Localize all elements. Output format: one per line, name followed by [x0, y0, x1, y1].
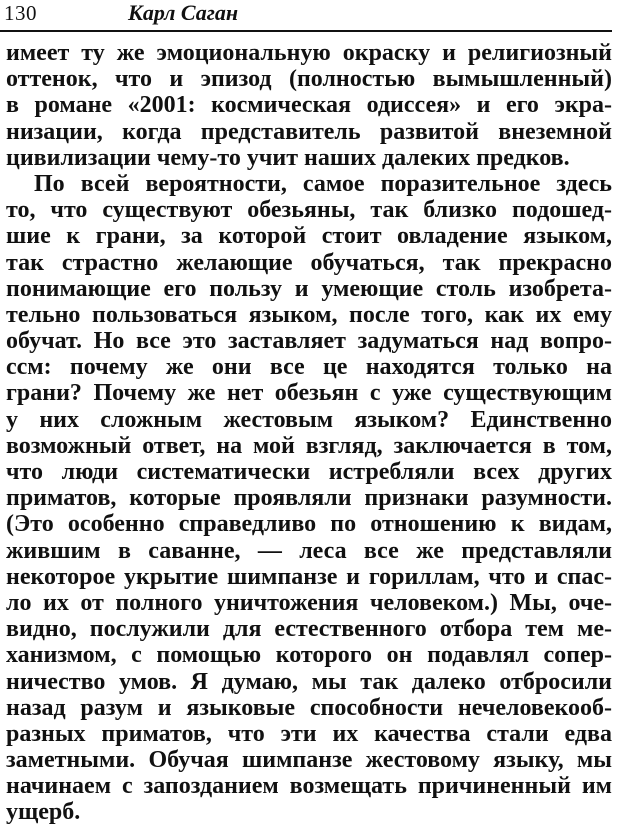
page-number: 130	[4, 1, 37, 25]
running-title: Карл Саган	[128, 0, 239, 25]
text-line: начинаем с запозданием возмещать причиненный им	[6, 773, 612, 800]
text-line: ничество умов. Я думаю, мы так далеко отбросили	[6, 668, 612, 695]
text-line: понимающие его пользу и умеющие столь изобрета-	[6, 275, 612, 302]
text-line: ссм: почему же они все це находятся только на	[6, 354, 612, 381]
text-line: в романе «2001: космическая одиссея» и его экра-	[6, 92, 612, 119]
text-line: цивилизации чему-то учит наших далеких предков.	[6, 144, 570, 171]
text-line: у них сложным жестовым языком? Единственно	[6, 406, 612, 433]
text-line: ло их от полного уничтожения человеком.) Мы, оче-	[6, 589, 612, 616]
text-line: обучат. Но все это заставляет задуматься над вопро-	[6, 328, 612, 355]
text-line: возможный ответ, на мой взгляд, заключается в том,	[6, 432, 612, 459]
text-line: оттенок, что и эпизод (полностью вымышленный)	[6, 66, 612, 93]
text-line: так страстно желающие обучаться, так прекрасно	[6, 249, 612, 276]
text-line: разных приматов, что эти их качества стали едва	[6, 720, 612, 747]
text-line: то, что существуют обезьяны, так близко подошед-	[6, 197, 612, 224]
text-line: приматов, которые проявляли признаки разумности.	[6, 485, 612, 512]
text-line: шие к грани, за которой стоит овладение языком,	[6, 223, 612, 250]
text-line: (Это особенно справедливо по отношению к видам,	[6, 511, 612, 538]
text-line: ханизмом, с помощью которого он подавлял сопер-	[6, 642, 612, 669]
page-header	[0, 0, 612, 32]
text-line: заметными. Обучая шимпанзе жестовому языку, мы	[6, 747, 612, 774]
text-line: видно, послужили для естественного отбора тем ме-	[6, 616, 612, 643]
text-line: что люди систематически истребляли всех других	[6, 459, 612, 485]
text-line: По всей вероятности, самое поразительное здесь	[34, 170, 612, 197]
text-line: назад разум и языковые способности нечеловекооб-	[6, 694, 612, 721]
body-text	[6, 40, 612, 826]
text-line: низации, когда представитель развитой внеземной	[6, 118, 612, 145]
text-line: ущерб.	[6, 799, 81, 826]
text-line: тельно пользоваться языком, после того, как их ему	[6, 301, 612, 328]
text-line: жившим в саванне, — леса все же представляли	[6, 537, 612, 564]
text-line: имеет ту же эмоциональную окраску и религиозный	[6, 40, 612, 66]
text-line: грани? Почему же нет обезьян с уже существующим	[6, 380, 612, 407]
text-line: некоторое укрытие шимпанзе и гориллам, что и спас-	[6, 563, 612, 590]
